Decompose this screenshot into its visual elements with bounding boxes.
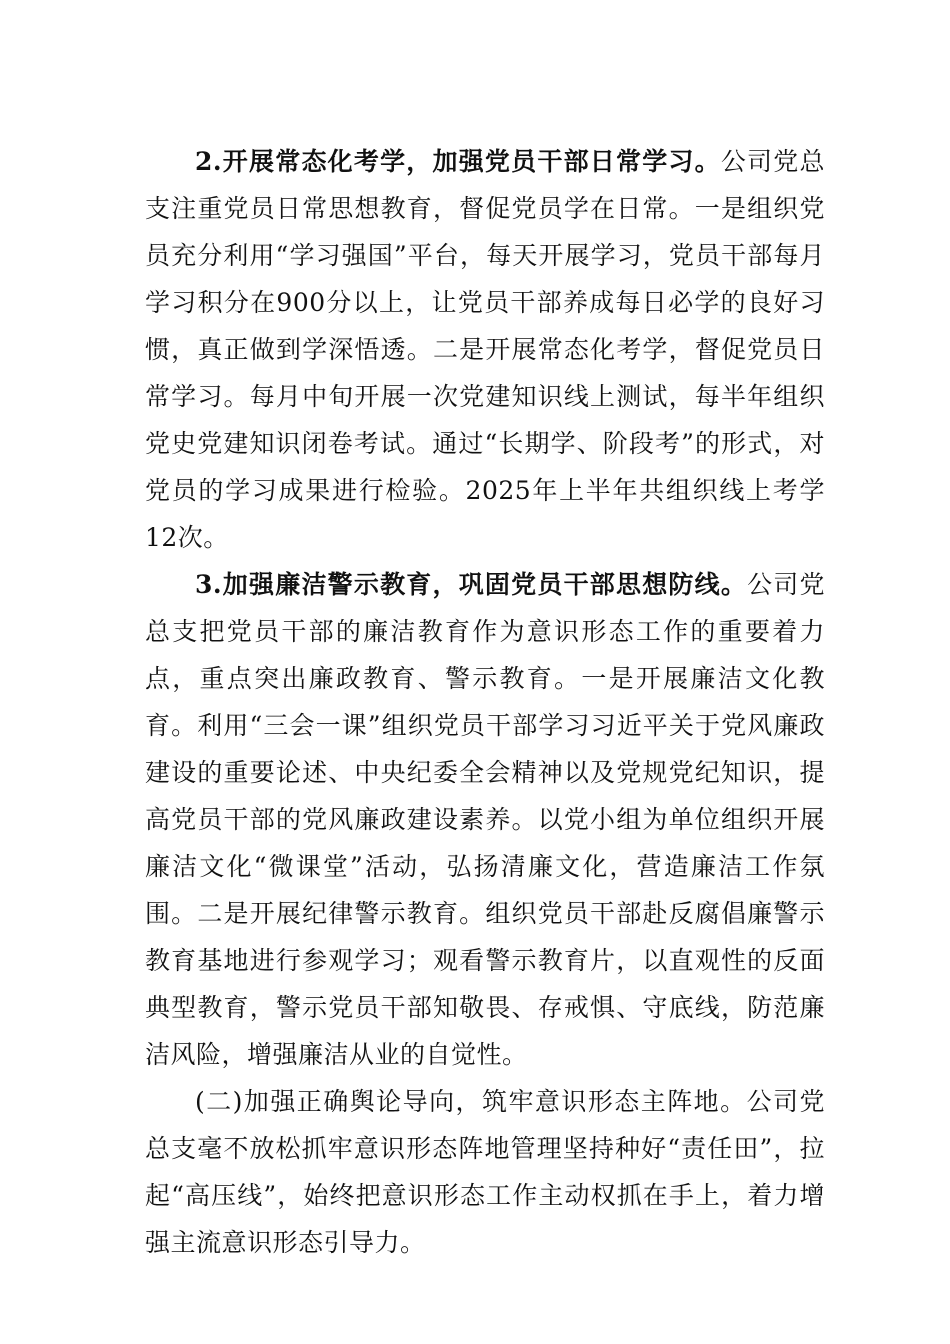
paragraph-2-heading: 3.加强廉洁警示教育，巩固党员干部思想防线。 xyxy=(195,570,748,599)
paragraph-3 xyxy=(145,1078,825,1266)
paragraph-1-heading: 2.开展常态化考学，加强党员干部日常学习。 xyxy=(195,147,721,176)
paragraph-2-text: 公司党总支把党员干部的廉洁教育作为意识形态工作的重要着力点，重点突出廉政教育、警示教育。一是开展廉洁文化教育。利用“三会一课”组织党员干部学习习近平关于党风廉政建设的重要论述、中央纪委全会精神以及党规党纪知识，提高党员干部的党风廉政建设素养。以党小组为单位组织开展廉洁文化“微课堂”活动，弘扬清廉文化，营造廉洁工作氛围。二是开展纪律警示教育。组织党员干部赴反腐倡廉警示教育基地进行参观学习；观看警示教育片，以直观性的反面典型教育，警示党员干部知敬畏、存戒惧、守底线，防范廉洁风险，增强廉洁从业的自觉性。 xyxy=(145,570,825,1069)
paragraph-1-text: 公司党总支注重党员日常思想教育，督促党员学在日常。一是组织党员充分利用“学习强国”平台，每天开展学习，党员干部每月学习积分在900分以上，让党员干部养成每日必学的良好习惯，真正做到学深悟透。二是开展常态化考学，督促党员日常学习。每月中旬开展一次党建知识线上测试，每半年组织党史党建知识闭卷考试。通过“长期学、阶段考”的形式，对党员的学习成果进行检验。2025年上半年共组织线上考学12次。 xyxy=(145,147,825,552)
paragraph-1 xyxy=(145,138,825,561)
paragraph-2 xyxy=(145,561,825,1078)
paragraph-3-heading: (二)加强正确舆论导向，筑牢意识形态主阵地。 xyxy=(195,1087,747,1116)
document-body xyxy=(145,138,825,1266)
paragraph-3-text: 公司党总支毫不放松抓牢意识形态阵地管理坚持种好“责任田”，拉起“高压线”，始终把意识形态工作主动权抓在手上，着力增强主流意识形态引导力。 xyxy=(145,1087,825,1257)
